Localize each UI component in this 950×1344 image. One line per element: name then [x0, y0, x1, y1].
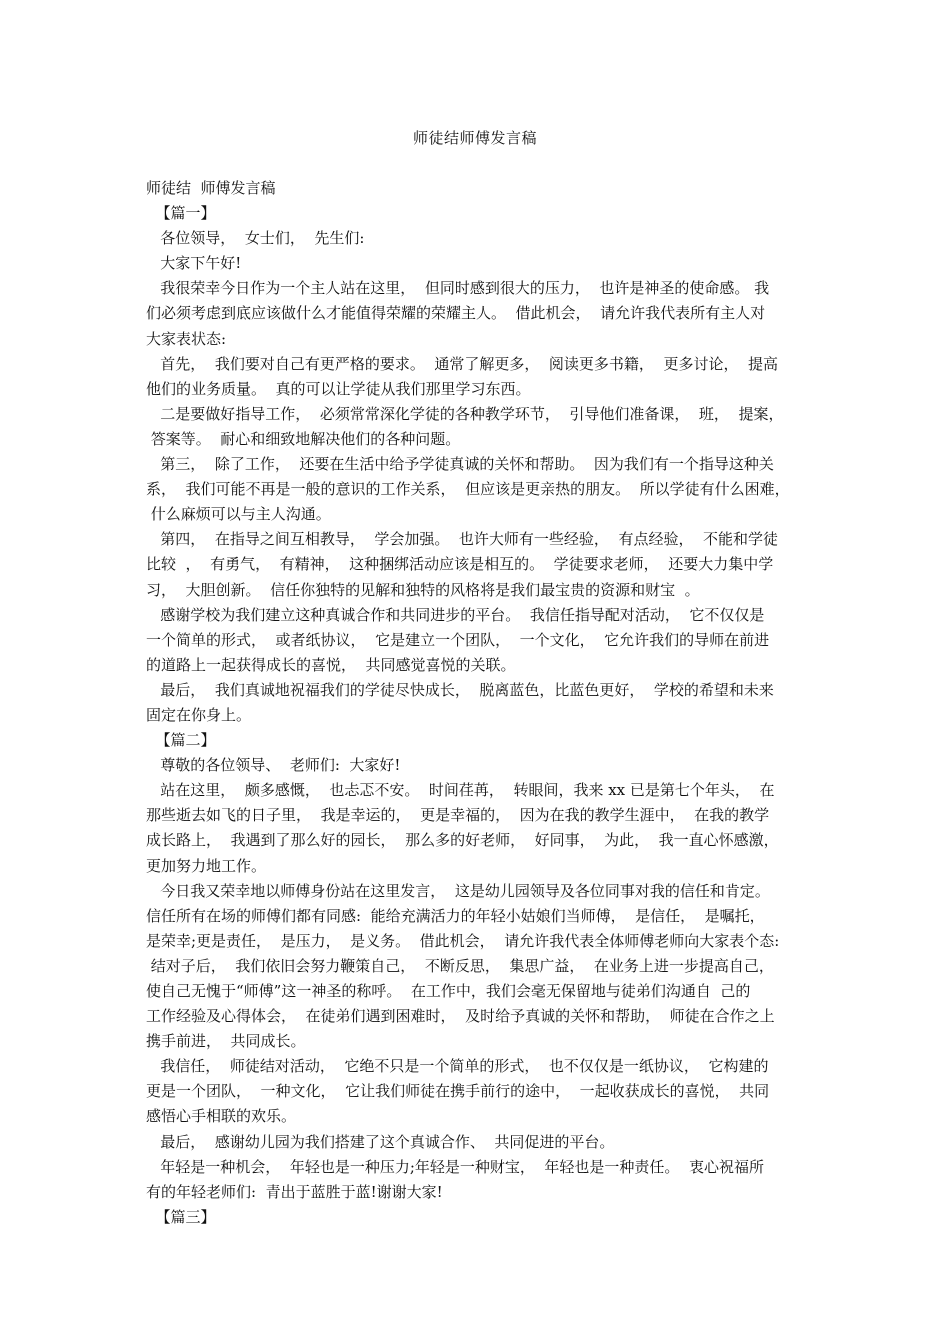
text-line: 是荣幸;更是责任， 是压力， 是义务。 借此机会， 请允许我代表全体师傅老师向大家表个态: — [146, 931, 780, 950]
text-line: 二是要做好指导工作， 必须常常深化学徒的各种教学环节， 引导他们准备课， 班， 提案， — [146, 404, 784, 423]
text-line: 他们的业务质量。 真的可以让学徒从我们那里学习东西。 — [146, 379, 531, 398]
text-line: 师徒结 师傅发言稿 — [146, 179, 276, 197]
text-line: 固定在你身上。 — [146, 705, 252, 724]
text-line: 今日我又荣幸地以师傅身份站在这里发言， 这是幼儿园领导及各位同事对我的信任和肯定。 — [146, 881, 770, 900]
text-line: 感悟心手相联的欢乐。 — [146, 1107, 297, 1126]
text-line: 们必须考虑到底应该做什么才能值得荣耀的荣耀主人。 借此机会， 请允许我代表所有主人对 — [146, 304, 766, 323]
text-line: 各位领导， 女士们， 先生们: — [146, 229, 365, 248]
text-line: 尊敬的各位领导、 老师们: 大家好! — [146, 756, 401, 775]
text-line: 【篇二】 — [146, 731, 216, 750]
text-line: 习， 大胆创新。 信任你独特的见解和独特的风格将是我们最宝贵的资源和财宝 。 — [146, 580, 700, 599]
text-line: 系， 我们可能不再是一般的意识的工作关系， 但应该是更亲热的朋友。 所以学徒有什么困难， — [146, 480, 790, 499]
text-line: 什么麻烦可以与主人沟通。 — [146, 505, 331, 524]
text-line: 年轻是一种机会， 年轻也是一种压力;年轻是一种财宝， 年轻也是一种责任。 衷心祝福所 — [146, 1157, 764, 1176]
text-line: 信任所有在场的师傅们都有同感: 能给充满活力的年轻小姑娘们当师傅， 是信任， 是嘱托， — [146, 906, 765, 925]
text-line: 有的年轻老师们: 青出于蓝胜于蓝!谢谢大家! — [146, 1182, 443, 1201]
text-line: 大家下午好! — [146, 254, 242, 273]
text-line: 【篇一】 — [146, 204, 216, 223]
text-line: 大家表状态: — [146, 329, 227, 348]
text-line: 第四， 在指导之间互相教导， 学会加强。 也许大师有一些经验， 有点经验， 不能和学徒 — [146, 530, 778, 549]
text-line: 更是一个团队， 一种文化， 它让我们师徒在携手前行的途中， 一起收获成长的喜悦， 共同 — [146, 1082, 770, 1101]
text-line: 我很荣幸今日作为一个主人站在这里， 但同时感到很大的压力， 也许是神圣的使命感。 我 — [146, 279, 770, 298]
text-line: 结对子后， 我们依旧会努力鞭策自己， 不断反思， 集思广益， 在业务上进一步提高自己， — [146, 956, 774, 975]
text-line: 首先， 我们要对自己有更严格的要求。 通常了解更多， 阅读更多书籍， 更多讨论， 提高 — [146, 354, 778, 373]
text-line: 的道路上一起获得成长的喜悦， 共同感觉喜悦的关联。 — [146, 655, 516, 674]
text-line: 最后， 感谢幼儿园为我们搭建了这个真诚合作、 共同促进的平台。 — [146, 1132, 615, 1151]
text-line: 成长路上， 我遇到了那么好的园长， 那么多的好老师， 好同事， 为此， 我一直心怀感激， — [146, 831, 779, 850]
text-line: 一个简单的形式， 或者纸协议， 它是建立一个团队， 一个文化， 它允许我们的导师在前进 — [146, 630, 770, 649]
text-line: 工作经验及心得体会， 在徒弟们遇到困难时， 及时给予真诚的关怀和帮助， 师徒在合作之上 — [146, 1007, 775, 1026]
text-line: 更加努力地工作。 — [146, 856, 267, 875]
document-body — [146, 176, 814, 1230]
text-line: 感谢学校为我们建立这种真诚合作和共同进步的平台。 我信任指导配对活动， 它不仅仅是 — [146, 605, 765, 624]
text-line: 比较 ， 有勇气， 有精神， 这种捆绑活动应该是相互的。 学徒要求老师， 还要大力集中学 — [146, 555, 774, 574]
text-line: 【篇三】 — [146, 1207, 216, 1226]
document-title: 师徒结师傅发言稿 — [412, 129, 537, 147]
text-line: 最后， 我们真诚地祝福我们的学徒尽快成长， 脱离蓝色，比蓝色更好， 学校的希望和未来 — [146, 680, 774, 699]
text-line: 携手前进， 共同成长。 — [146, 1032, 306, 1051]
text-line: 那些逝去如飞的日子里， 我是幸运的， 更是幸福的， 因为在我的教学生涯中， 在我的教学 — [146, 806, 770, 825]
text-line: 站在这里， 颇多感慨， 也忐忑不安。 时间荏苒， 转眼间，我来 xx 已是第七个年头， 在 — [146, 781, 775, 800]
text-line: 答案等。 耐心和细致地解决他们的各种问题。 — [146, 429, 461, 448]
text-line: 我信任， 师徒结对活动， 它绝不只是一个简单的形式， 也不仅仅是一纸协议， 它构建的 — [146, 1057, 769, 1076]
text-line: 第三， 除了工作， 还要在生活中给予学徒真诚的关怀和帮助。 因为我们有一个指导这种关 — [146, 455, 774, 474]
text-line: 使自己无愧于“师傅”这一神圣的称呼。 在工作中，我们会毫无保留地与徒弟们沟通自 己的 — [146, 982, 751, 1000]
